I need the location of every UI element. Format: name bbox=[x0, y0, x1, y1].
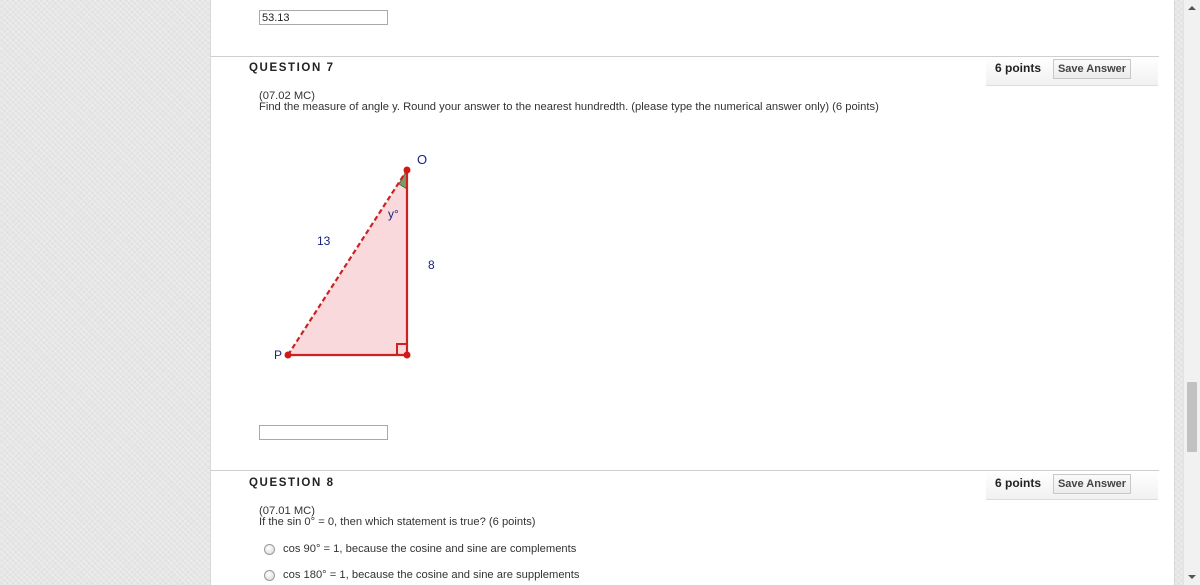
question-7-code: (07.02 MC) bbox=[259, 90, 315, 102]
label-p: P bbox=[274, 348, 283, 362]
vertex-right bbox=[404, 352, 411, 359]
choice-label: cos 180° = 1, because the cosine and sine are supplements bbox=[283, 569, 580, 581]
radio-button[interactable] bbox=[264, 544, 275, 555]
question-8-choice-1[interactable] bbox=[264, 541, 576, 557]
question-8-text: If the sin 0° = 0, then which statement is true? (6 points) bbox=[259, 516, 536, 528]
question-8-choice-2[interactable] bbox=[264, 567, 579, 583]
question-7-title: QUESTION 7 bbox=[249, 62, 335, 74]
question-7-text: Find the measure of angle y. Round your answer to the nearest hundredth. (please type the numerical answer only) (6 points) bbox=[259, 101, 879, 113]
label-leg: 8 bbox=[428, 258, 435, 272]
question-8-save-answer-button[interactable]: Save Answer bbox=[1053, 474, 1131, 494]
previous-answer-input[interactable] bbox=[259, 10, 388, 25]
scroll-thumb[interactable] bbox=[1187, 382, 1197, 452]
vertex-p bbox=[285, 352, 292, 359]
vertical-scrollbar[interactable] bbox=[1183, 0, 1200, 585]
question-7-save-answer-button[interactable]: Save Answer bbox=[1053, 59, 1131, 79]
vertex-o bbox=[404, 167, 411, 174]
label-angle-y: y° bbox=[388, 207, 399, 221]
label-o: O bbox=[417, 152, 428, 167]
radio-button[interactable] bbox=[264, 570, 275, 581]
quiz-content-panel bbox=[210, 0, 1175, 585]
label-hypotenuse: 13 bbox=[317, 234, 331, 248]
question-8-title: QUESTION 8 bbox=[249, 477, 335, 489]
question-7-answer-input[interactable] bbox=[259, 425, 388, 440]
question-7-points: 6 points bbox=[995, 61, 1042, 75]
question-8-points: 6 points bbox=[995, 476, 1042, 490]
scroll-up-arrow-icon[interactable] bbox=[1188, 6, 1196, 10]
question-8-code: (07.01 MC) bbox=[259, 505, 315, 517]
triangle-diagram bbox=[251, 140, 451, 375]
scroll-down-arrow-icon[interactable] bbox=[1188, 575, 1196, 579]
choice-label: cos 90° = 1, because the cosine and sine are complements bbox=[283, 543, 577, 555]
